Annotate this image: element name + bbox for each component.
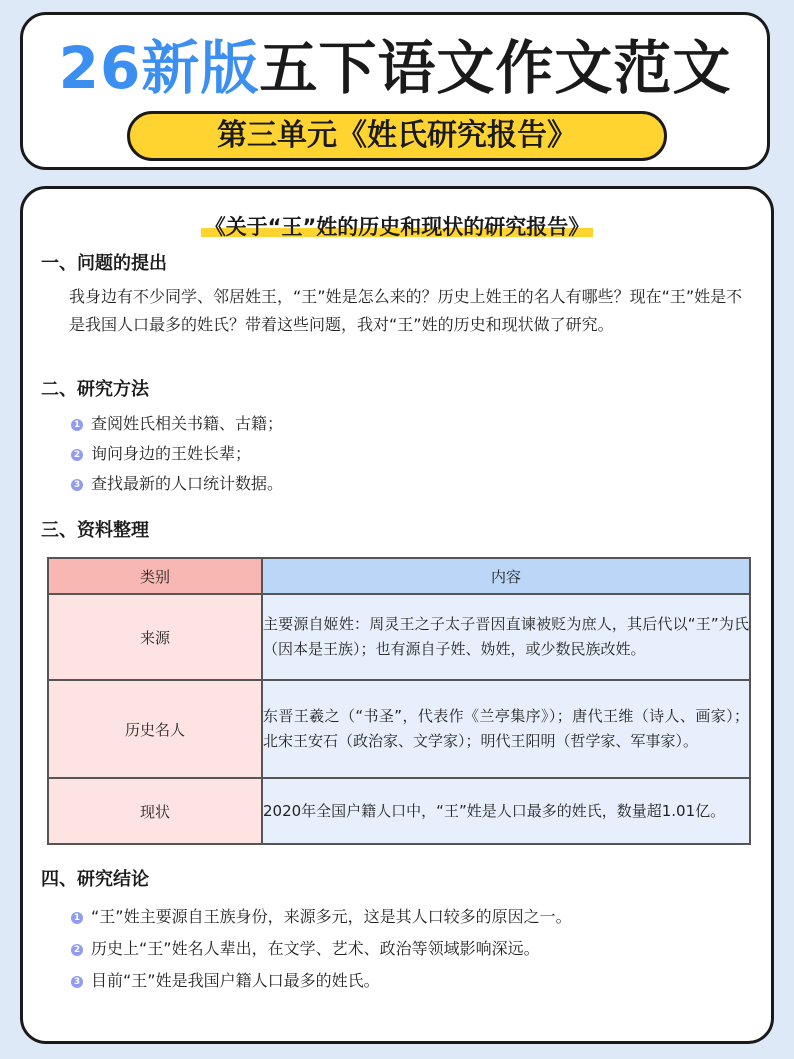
section-heading-problem: 一、问题的提出: [41, 253, 167, 274]
page-title: [23, 33, 767, 103]
conclusion-item-text: “王”姓主要源自王族身份，来源多元，这是其人口较多的原因之一。: [91, 907, 572, 926]
title-accent: 26新版: [58, 34, 260, 102]
method-item: [71, 442, 251, 466]
method-item-text: 查找最新的人口统计数据。: [91, 474, 284, 493]
conclusion-item-text: 历史上“王”姓名人辈出，在文学、艺术、政治等领域影响深远。: [91, 939, 540, 958]
number-badge-icon: 3: [71, 976, 83, 988]
method-item: [71, 412, 283, 436]
subtitle-pill: 第三单元《姓氏研究报告》: [127, 111, 667, 161]
table-cell-category: 现状: [48, 778, 262, 844]
table-cell-category: 历史名人: [48, 680, 262, 778]
table-row: [48, 594, 750, 680]
number-badge-icon: 1: [71, 419, 83, 431]
report-title-text: 《关于“王”姓的历史和现状的研究报告》: [201, 215, 594, 239]
table-row: [48, 680, 750, 778]
report-title: [23, 211, 771, 241]
title-main: 五下语文作文范文: [259, 34, 732, 102]
content-card: [20, 186, 774, 1044]
method-item: [71, 472, 283, 496]
conclusion-item: [71, 905, 572, 929]
method-item-text: 查阅姓氏相关书籍、古籍；: [91, 414, 284, 433]
materials-table: [47, 557, 751, 845]
number-badge-icon: 2: [71, 449, 83, 461]
table-header-category: 类别: [48, 558, 262, 594]
number-badge-icon: 1: [71, 912, 83, 924]
number-badge-icon: 2: [71, 944, 83, 956]
table-header-row: [48, 558, 750, 594]
table-cell-content: 2020年全国户籍人口中，“王”姓是人口最多的姓氏，数量超1.01亿。: [262, 778, 750, 844]
table-cell-content: 主要源自姬姓：周灵王之子太子晋因直谏被贬为庶人，其后代以“王”为氏（因本是王族）；也有源自子姓、妫姓，或少数民族改姓。: [262, 594, 750, 680]
section-heading-conclusion: 四、研究结论: [41, 869, 149, 890]
table-header-content: 内容: [262, 558, 750, 594]
method-item-text: 询问身边的王姓长辈；: [91, 444, 252, 463]
header-card: [20, 12, 770, 170]
number-badge-icon: 3: [71, 479, 83, 491]
section-heading-materials: 三、资料整理: [41, 520, 149, 541]
table-cell-content: 东晋王羲之（“书圣”，代表作《兰亭集序》）；唐代王维（诗人、画家）；北宋王安石（政治家、文学家）；明代王阳明（哲学家、军事家）。: [262, 680, 750, 778]
problem-paragraph: 我身边有不少同学、邻居姓王，“王”姓是怎么来的？历史上姓王的名人有哪些？现在“王”姓是不是我国人口最多的姓氏？带着这些问题，我对“王”姓的历史和现状做了研究。: [69, 287, 743, 334]
conclusion-item: [71, 937, 540, 961]
table-row: [48, 778, 750, 844]
conclusion-item-text: 目前“王”姓是我国户籍人口最多的姓氏。: [91, 971, 380, 990]
section-heading-method: 二、研究方法: [41, 379, 149, 400]
table-cell-category: 来源: [48, 594, 262, 680]
conclusion-item: [71, 969, 380, 993]
